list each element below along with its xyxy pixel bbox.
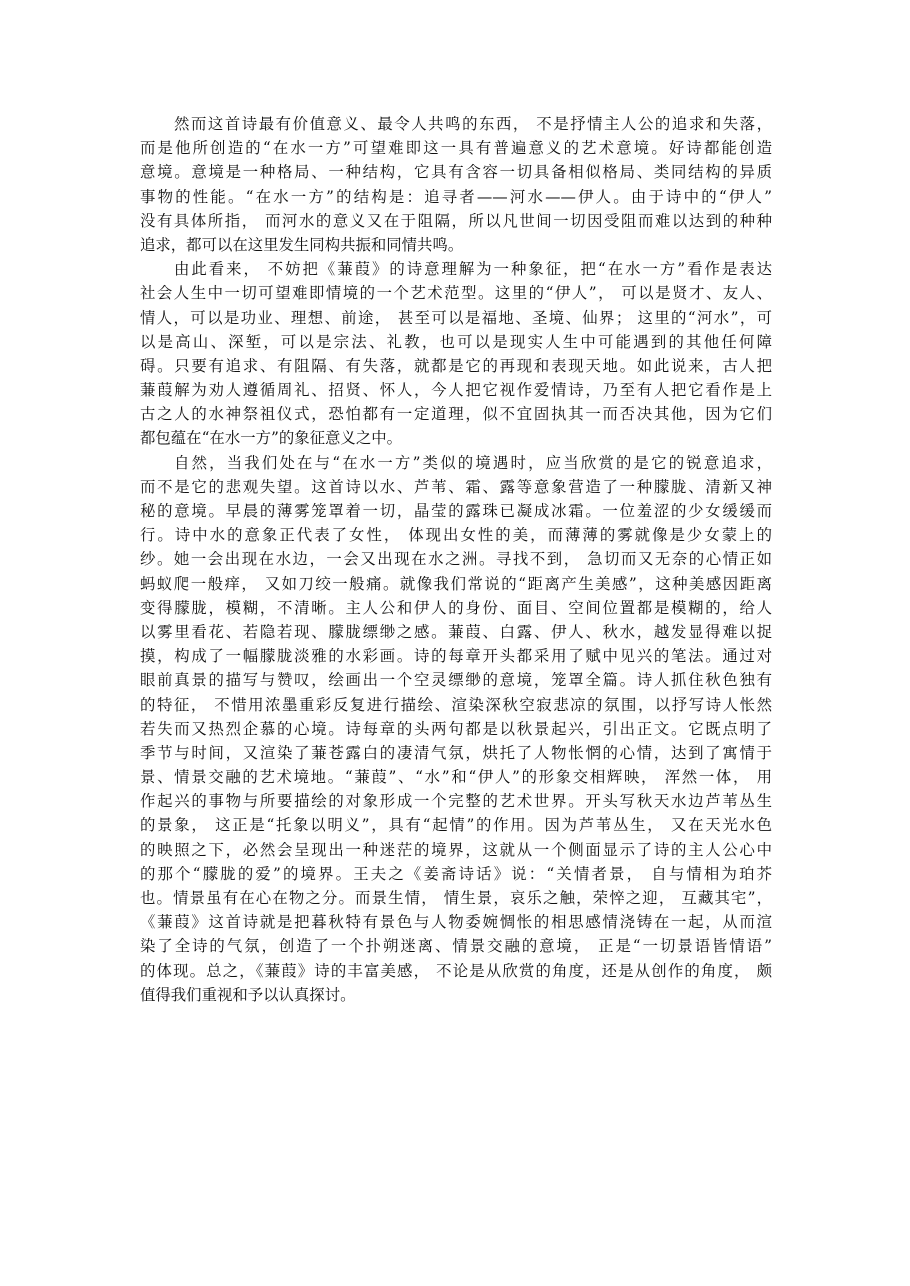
- text-line: 追求，都可以在这里发生同构共振和同情共鸣。: [140, 235, 464, 254]
- text-line: 自然，当我们处在与“在水一方”类似的境遇时，应当欣赏的是它的锐意追求，: [174, 453, 772, 472]
- text-line: 值得我们重视和予以认真探讨。: [140, 985, 356, 1004]
- paragraph: [140, 257, 772, 451]
- text-line: 眼前真景的描写与赞叹，绘画出一个空灵缥缈的意境，笼罩全篇。诗人抓住秋色独有: [140, 671, 772, 690]
- text-line: 蚂蚁爬一般痒， 又如刀绞一般痛。就像我们常说的“距离产生美感”，这种美感因距离: [140, 574, 772, 593]
- text-line: 的体现。总之，《蒹葭》诗的丰富美感， 不论是从欣赏的角度，还是从创作的角度， 颇: [140, 961, 772, 980]
- text-line: 作起兴的事物与所要描绘的对象形成一个完整的艺术世界。开头写秋天水边芦苇丛生: [140, 792, 772, 811]
- text-line: 季节与时间，又渲染了蒹苍露白的凄清气氛，烘托了人物怅惘的心情，达到了寓情于: [140, 743, 772, 762]
- text-line: 变得朦胧，模糊，不清晰。主人公和伊人的身份、面目、空间位置都是模糊的，给人: [140, 598, 772, 617]
- text-line: 事物的性能。“在水一方”的结构是：追寻者——河水——伊人。由于诗中的“伊人”: [140, 187, 772, 206]
- text-line: 蒹葭解为劝人遵循周礼、招贤、怀人，今人把它视作爱情诗，乃至有人把它看作是上: [140, 381, 772, 400]
- text-line: 情人，可以是功业、理想、前途， 甚至可以是福地、圣境、仙界； 这里的“河水”，可: [140, 308, 772, 327]
- text-line: 没有具体所指， 而河水的意义又在于阻隔，所以凡世间一切因受阻而难以达到的种种: [140, 211, 772, 230]
- paragraph: [140, 112, 772, 257]
- text-line: 而不是它的悲观失望。这首诗以水、芦苇、霜、露等意象营造了一种朦胧、清新又神: [140, 477, 772, 496]
- text-line: 由此看来， 不妨把《蒹葭》的诗意理解为一种象征，把“在水一方”看作是表达: [174, 260, 772, 279]
- text-line: 行。诗中水的意象正代表了女性， 体现出女性的美，而薄薄的雾就像是少女蒙上的: [140, 526, 772, 545]
- text-line: 以雾里看花、若隐若现、朦胧缥缈之感。蒹葭、白露、伊人、秋水，越发显得难以捉: [140, 622, 772, 641]
- text-line: 而是他所创造的“在水一方”可望难即这一具有普遍意义的艺术意境。好诗都能创造: [140, 139, 772, 158]
- text-line: 《蒹葭》这首诗就是把暮秋特有景色与人物委婉惆怅的相思感情浇铸在一起，从而渲: [140, 913, 772, 932]
- text-line: 若失而又热烈企慕的心境。诗每章的头两句都是以秋景起兴，引出正文。它既点明了: [140, 719, 772, 738]
- text-line: 都包蕴在“在水一方”的象征意义之中。: [140, 429, 402, 448]
- text-line: 古之人的水神祭祖仪式，恐怕都有一定道理，似不宜固执其一而否决其他，因为它们: [140, 405, 772, 424]
- text-line: 的那个“朦胧的爱”的境界。王夫之《姜斋诗话》说：“关情者景， 自与情相为珀芥: [140, 864, 772, 883]
- text-line: 秘的意境。早晨的薄雾笼罩着一切，晶莹的露珠已凝成冰霜。一位羞涩的少女缓缓而: [140, 502, 772, 520]
- text-line: 然而这首诗最有价值意义、最令人共鸣的东西， 不是抒情主人公的追求和失落，: [174, 115, 772, 133]
- text-line: 的特征， 不惜用浓墨重彩反复进行描绘、渲染深秋空寂悲凉的氛围，以抒写诗人怅然: [140, 695, 772, 714]
- text-line: 染了全诗的气氛，创造了一个扑朔迷离、情景交融的意境， 正是“一切景语皆情语”: [140, 937, 772, 956]
- text-line: 纱。她一会出现在水边，一会又出现在水之洲。寻找不到， 急切而又无奈的心情正如: [140, 550, 772, 569]
- text-line: 碍。只要有追求、有阻隔、有失落，就都是它的再现和表现天地。如此说来，古人把: [140, 356, 772, 375]
- text-line: 以是高山、深堑，可以是宗法、礼教，也可以是现实人生中可能遇到的其他任何障: [140, 332, 772, 351]
- text-line: 的映照之下，必然会呈现出一种迷茫的境界，这就从一个侧面显示了诗的主人公心中: [140, 840, 772, 859]
- document-body: [140, 112, 772, 1007]
- paragraph: [140, 451, 772, 1007]
- text-line: 社会人生中一切可望难即情境的一个艺术范型。这里的“伊人”， 可以是贤才、友人、: [140, 284, 772, 303]
- text-line: 的景象， 这正是“托象以明义”，具有“起情”的作用。因为芦苇丛生， 又在天光水色: [140, 816, 772, 835]
- text-line: 摸，构成了一幅朦胧淡雅的水彩画。诗的每章开头都采用了赋中见兴的笔法。通过对: [140, 647, 772, 666]
- text-line: 也。情景虽有在心在物之分。而景生情， 情生景，哀乐之触，荣悴之迎， 互藏其宅”，: [140, 889, 772, 907]
- text-line: 景、情景交融的艺术境地。“蒹葭”、“水”和“伊人”的形象交相辉映， 浑然一体， 用: [140, 768, 772, 787]
- text-line: 意境。意境是一种格局、一种结构，它具有含容一切具备相似格局、类同结构的异质: [140, 163, 772, 182]
